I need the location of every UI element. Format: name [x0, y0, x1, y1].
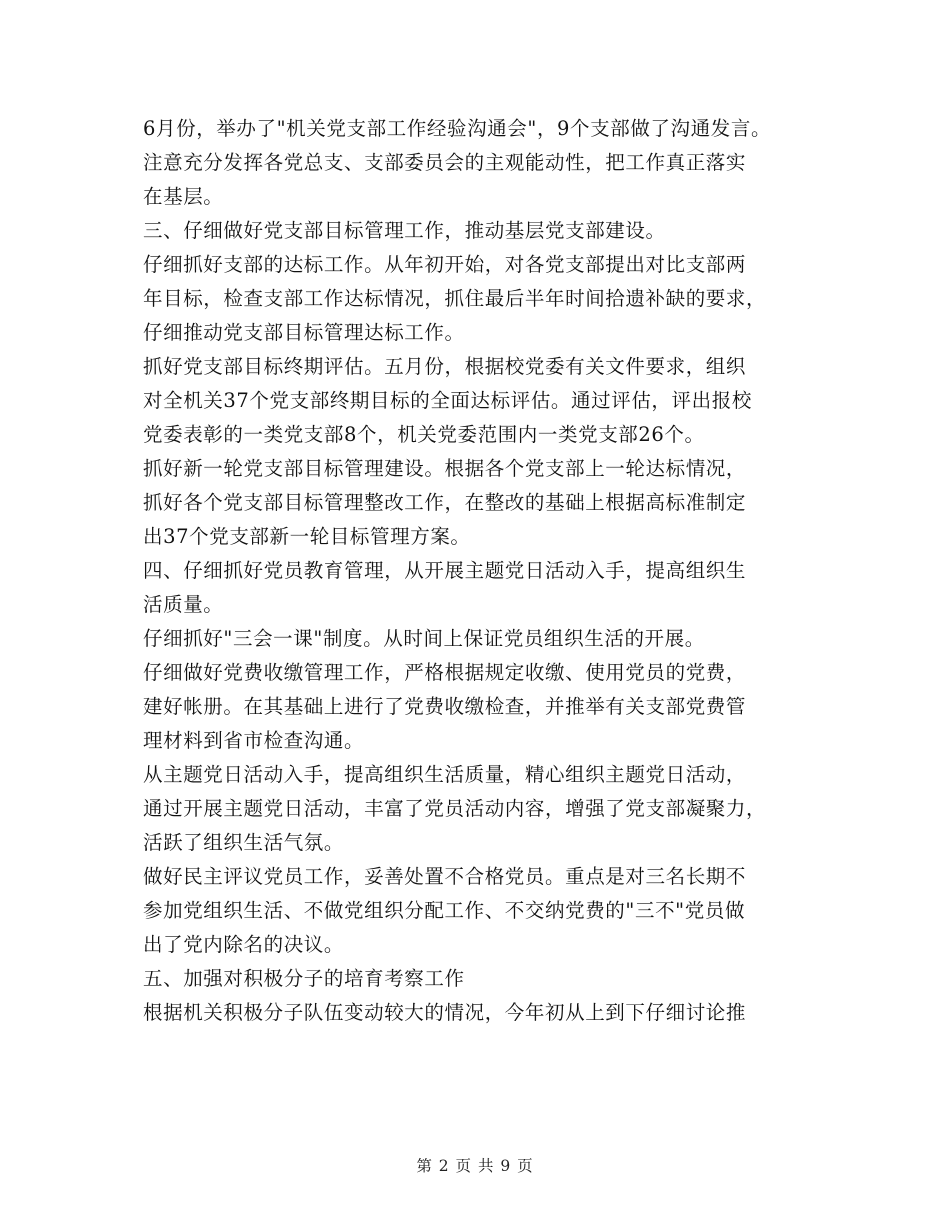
text-line: 6月份，举办了"机关党支部工作经验沟通会"，9个支部做了沟通发言。	[143, 117, 772, 140]
text-line: 仔细推动党支部目标管理达标工作。	[143, 321, 465, 344]
text-line: 仔细抓好"三会一课"制度。从时间上保证党员组织生活的开展。	[143, 627, 705, 650]
text-line: 活质量。	[143, 593, 224, 616]
text-line: 在基层。	[143, 185, 224, 208]
text-line: 理材料到省市检查沟通。	[143, 729, 365, 752]
page-number-footer: 第 2 页 共 9 页	[416, 1157, 534, 1175]
text-line: 出37个党支部新一轮目标管理方案。	[143, 525, 471, 548]
document-body	[143, 112, 823, 1030]
text-line: 仔细抓好支部的达标工作。从年初开始，对各党支部提出对比支部两	[143, 253, 747, 276]
text-line: 党委表彰的一类党支部8个，机关党委范围内一类党支部26个。	[143, 423, 705, 446]
text-line: 五、加强对积极分子的培育考察工作	[143, 967, 465, 990]
text-line: 抓好各个党支部目标管理整改工作，在整改的基础上根据高标准制定	[143, 491, 747, 514]
text-line: 对全机关37个党支部终期目标的全面达标评估。通过评估，评出报校	[143, 389, 752, 412]
text-line: 建好帐册。在其基础上进行了党费收缴检查，并推举有关支部党费管	[143, 695, 747, 718]
text-line: 参加党组织生活、不做党组织分配工作、不交纳党费的"三不"党员做	[143, 899, 746, 922]
text-line: 抓好党支部目标终期评估。五月份，根据校党委有关文件要求，组织	[143, 355, 747, 378]
text-line: 年目标，检查支部工作达标情况，抓住最后半年时间拾遗补缺的要求，	[143, 287, 767, 310]
text-line: 根据机关积极分子队伍变动较大的情况，今年初从上到下仔细讨论推	[143, 1001, 747, 1024]
text-line: 四、仔细抓好党员教育管理，从开展主题党日活动入手，提高组织生	[143, 559, 747, 582]
text-line: 做好民主评议党员工作，妥善处置不合格党员。重点是对三名长期不	[143, 865, 747, 888]
text-line: 出了党内除名的决议。	[143, 933, 345, 956]
text-line: 活跃了组织生活气氛。	[143, 831, 345, 854]
text-line: 通过开展主题党日活动，丰富了党员活动内容，增强了党支部凝聚力，	[143, 797, 767, 820]
text-line: 仔细做好党费收缴管理工作，严格根据规定收缴、使用党员的党费，	[143, 661, 747, 684]
text-line: 注意充分发挥各党总支、支部委员会的主观能动性，把工作真正落实	[143, 151, 747, 174]
text-line: 抓好新一轮党支部目标管理建设。根据各个党支部上一轮达标情况，	[143, 457, 747, 480]
text-line: 三、仔细做好党支部目标管理工作，推动基层党支部建设。	[143, 219, 666, 242]
text-line: 从主题党日活动入手，提高组织生活质量，精心组织主题党日活动，	[143, 763, 747, 786]
